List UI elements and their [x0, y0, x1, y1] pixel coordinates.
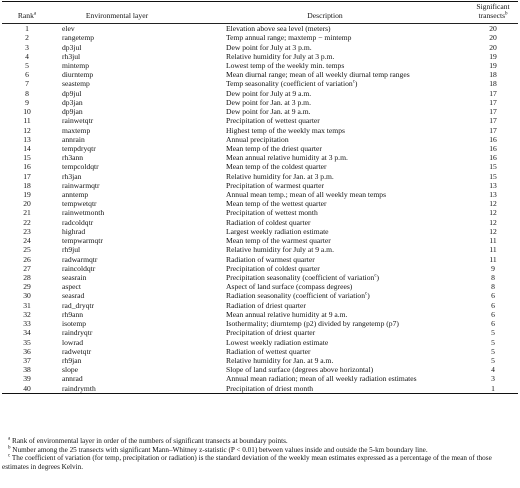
layer-cell: rh3ann — [62, 153, 84, 163]
description-cell — [182, 190, 468, 199]
rank-cell: 2 — [25, 33, 29, 43]
table-row — [2, 227, 518, 236]
rank-cell: 7 — [25, 79, 29, 89]
description-cell — [182, 61, 468, 70]
table-row — [2, 254, 518, 263]
rank-cell: 32 — [23, 309, 31, 319]
layer-cell: raindryqtr — [62, 328, 93, 338]
description-footnote-mark: c — [374, 273, 377, 279]
rank-cell: 3 — [25, 42, 29, 52]
layer-cell: mintemp — [62, 60, 89, 70]
description-cell — [182, 218, 468, 227]
layer-cell: radwarmqtr — [62, 254, 98, 264]
layer-cell: highrad — [62, 226, 86, 236]
layer-cell: rh9jan — [62, 355, 82, 365]
rank-cell: 17 — [23, 171, 31, 181]
footnote-b-mark: b — [8, 445, 11, 451]
description-text: Relative humidity for July at 9 a.m. — [226, 245, 334, 255]
description-text: Lowest weekly radiation estimate — [226, 337, 329, 347]
rank-cell: 23 — [23, 226, 31, 236]
layer-cell: rainwetqtr — [62, 116, 94, 126]
description-text: Elevation above sea level (meters) — [226, 24, 331, 34]
layer-cell: seastemp — [62, 79, 90, 89]
description-text: Mean temp of the driest quarter — [226, 143, 322, 153]
table-row — [2, 310, 518, 319]
description-header: Description — [182, 2, 468, 24]
description-text: Precipitation of driest quarter — [226, 328, 316, 338]
significant-cell: 3 — [491, 374, 495, 384]
footnote-c-text: The coefficient of variation (for temp, precipitation or radiation) is the standard deviation of the weekly mean estimates expressed as a percentage of the mean of those estimates in degrees Kelvin. — [2, 454, 492, 471]
description-cell — [182, 125, 468, 134]
description-text: Isothermality; diurntemp (p2) divided by rangetemp (p7) — [226, 319, 399, 329]
layer-cell: slope — [62, 365, 79, 375]
rank-cell: 24 — [23, 236, 31, 246]
table-row — [2, 291, 518, 300]
description-cell — [182, 33, 468, 42]
layer-cell: aspect — [62, 282, 81, 292]
rank-cell: 22 — [23, 217, 31, 227]
table-row — [2, 319, 518, 328]
layer-cell: dp9jan — [62, 107, 83, 117]
header-row — [2, 2, 518, 24]
description-text-end: ) — [367, 291, 370, 301]
description-footnote-mark: c — [365, 291, 368, 297]
description-cell — [182, 301, 468, 310]
table-row — [2, 116, 518, 125]
significant-cell: 17 — [489, 107, 497, 117]
significant-cell: 13 — [489, 180, 497, 190]
significant-cell: 16 — [489, 143, 497, 153]
environmental-layers-table — [2, 1, 518, 394]
significant-cell: 19 — [489, 60, 497, 70]
layer-cell: rangetemp — [62, 33, 95, 43]
rank-header — [2, 2, 52, 24]
significant-header — [468, 2, 518, 24]
significant-cell: 15 — [489, 162, 497, 172]
description-text: Lowest temp of the weekly min. temps — [226, 60, 345, 70]
description-text: Radiation seasonality (coefficient of variation — [226, 291, 366, 301]
rank-cell: 35 — [23, 337, 31, 347]
rank-cell: 29 — [23, 282, 31, 292]
description-footnote-mark: c — [352, 79, 355, 85]
table-row — [2, 365, 518, 374]
description-text: Dew point for Jan. at 3 p.m. — [226, 97, 311, 107]
table-row — [2, 347, 518, 356]
description-cell — [182, 116, 468, 125]
table-row — [2, 245, 518, 254]
significant-cell: 5 — [491, 355, 495, 365]
layer-cell: tempwarmqtr — [62, 236, 103, 246]
description-cell — [182, 254, 468, 263]
table-row — [2, 264, 518, 273]
table-row — [2, 190, 518, 199]
description-text: Precipitation of wettest month — [226, 208, 318, 218]
table-row — [2, 153, 518, 162]
table-row — [2, 384, 518, 394]
footnote-c-mark: c — [8, 453, 11, 459]
table-row — [2, 181, 518, 190]
layer-cell: dp3jul — [62, 42, 82, 52]
layer-cell: annrad — [62, 374, 83, 384]
description-text: Relative humidity for Jan. at 9 a.m. — [226, 355, 334, 365]
significant-header-label: Significant transects — [476, 2, 510, 20]
description-text-end: ) — [354, 79, 358, 89]
description-text: Dew point for July at 9 a.m. — [226, 88, 312, 98]
description-cell — [182, 162, 468, 171]
description-text: Relative humidity for July at 3 p.m. — [226, 51, 335, 61]
table-row — [2, 70, 518, 79]
layer-cell: dp3jan — [62, 97, 83, 107]
description-text: Highest temp of the weekly max temps — [226, 125, 345, 135]
footnote-b — [2, 446, 518, 455]
description-text: Annual mean temp.; mean of all weekly mean temps — [226, 190, 387, 200]
table-row — [2, 328, 518, 337]
description-cell — [182, 70, 468, 79]
description-text: Temp annual range; maxtemp − mintemp — [226, 33, 352, 43]
rank-cell: 34 — [23, 328, 31, 338]
layer-cell: annrain — [62, 134, 85, 144]
rank-cell: 4 — [25, 51, 29, 61]
rank-cell: 10 — [23, 107, 31, 117]
description-cell — [182, 347, 468, 356]
table-row — [2, 42, 518, 51]
layer-cell: lowrad — [62, 337, 84, 347]
table-row — [2, 89, 518, 98]
description-text: Dew point for July at 3 p.m. — [226, 42, 312, 52]
description-cell — [182, 319, 468, 328]
significant-cell: 8 — [491, 273, 495, 283]
significant-cell: 5 — [491, 337, 495, 347]
rank-cell: 28 — [23, 273, 31, 283]
description-cell — [182, 374, 468, 383]
description-cell — [182, 208, 468, 217]
significant-cell: 6 — [491, 300, 495, 310]
significant-cell: 1 — [468, 384, 518, 394]
layer-cell: tempwetqtr — [62, 199, 97, 209]
layer-cell: isotemp — [62, 319, 87, 329]
rank-cell: 13 — [23, 134, 31, 144]
table-row — [2, 236, 518, 245]
layer-cell: elev — [62, 24, 75, 34]
description-text: Mean annual relative humidity at 3 p.m. — [226, 153, 348, 163]
footnote-a-mark: a — [8, 436, 11, 442]
description-cell — [182, 337, 468, 346]
table-footnotes — [2, 437, 518, 471]
significant-cell: 20 — [489, 42, 497, 52]
significant-cell: 12 — [489, 208, 497, 218]
rank-cell: 36 — [23, 346, 31, 356]
table-row — [2, 273, 518, 282]
description-text-end: ) — [376, 273, 380, 283]
description-text: Precipitation seasonality (coefficient of variation — [226, 273, 375, 283]
significant-cell: 16 — [489, 134, 497, 144]
significant-cell: 12 — [489, 217, 497, 227]
table-row — [2, 61, 518, 70]
description-text: Temp seasonality (coefficient of variation — [226, 79, 353, 89]
rank-cell: 21 — [23, 208, 31, 218]
significant-cell: 11 — [489, 236, 497, 246]
significant-cell: 11 — [489, 245, 497, 255]
description-text: Radiation of wettest quarter — [226, 346, 311, 356]
rank-cell: 26 — [23, 254, 31, 264]
description-text: Mean temp of the warmest quarter — [226, 236, 331, 246]
description-text: Radiation of coldest quarter — [226, 217, 311, 227]
layer-cell: diurntemp — [62, 70, 94, 80]
description-cell — [182, 227, 468, 236]
significant-cell: 11 — [489, 254, 497, 264]
rank-cell: 37 — [23, 355, 31, 365]
table-body — [2, 24, 518, 394]
layer-cell: rh3jan — [62, 171, 82, 181]
table-row — [2, 218, 518, 227]
table-row — [2, 208, 518, 217]
description-text: Aspect of land surface (compass degrees) — [226, 282, 353, 292]
significant-cell: 17 — [489, 88, 497, 98]
description-cell — [182, 264, 468, 273]
significant-cell: 9 — [491, 263, 495, 273]
layer-cell: maxtemp — [62, 125, 91, 135]
layer-cell: anntemp — [62, 190, 89, 200]
description-cell — [182, 199, 468, 208]
significant-cell: 8 — [491, 282, 495, 292]
table-row — [2, 356, 518, 365]
significant-cell: 17 — [489, 125, 497, 135]
rank-cell: 14 — [23, 143, 31, 153]
table-row — [2, 107, 518, 116]
significant-cell: 20 — [489, 24, 497, 34]
layer-cell: seasrain — [62, 273, 87, 283]
description-cell — [182, 135, 468, 144]
rank-header-label: Rank — [17, 10, 34, 20]
rank-cell: 40 — [2, 384, 52, 394]
significant-cell: 19 — [489, 51, 497, 61]
description-cell — [182, 365, 468, 374]
table-row — [2, 374, 518, 383]
table-row — [2, 135, 518, 144]
layer-cell: raincoldqtr — [62, 263, 96, 273]
significant-cell: 6 — [491, 309, 495, 319]
table-row — [2, 79, 518, 88]
description-cell — [182, 79, 468, 88]
layer-cell: tempcoldqtr — [62, 162, 99, 172]
significant-cell: 15 — [489, 171, 497, 181]
rank-cell: 38 — [23, 365, 31, 375]
description-text: Mean temp of the coldest quarter — [226, 162, 327, 172]
description-text: Slope of land surface (degrees above horizontal) — [226, 365, 374, 375]
significant-cell: 12 — [489, 199, 497, 209]
description-text: Largest weekly radiation estimate — [226, 226, 329, 236]
table-row — [2, 162, 518, 171]
description-cell — [182, 236, 468, 245]
rank-cell: 16 — [23, 162, 31, 172]
description-text: Radiation of driest quarter — [226, 300, 306, 310]
significant-cell: 18 — [489, 70, 497, 80]
description-text: Annual mean radiation; mean of all weekly radiation estimates — [226, 374, 417, 384]
description-cell — [182, 356, 468, 365]
significant-cell: 6 — [491, 319, 495, 329]
description-text: Annual precipitation — [226, 134, 289, 144]
description-cell — [182, 291, 468, 300]
table-row — [2, 172, 518, 181]
layer-cell: seasrad — [62, 291, 85, 301]
description-cell — [182, 384, 468, 394]
description-cell — [182, 89, 468, 98]
rank-cell: 9 — [25, 97, 29, 107]
table-row — [2, 52, 518, 61]
table-row — [2, 33, 518, 42]
rank-cell: 15 — [23, 153, 31, 163]
layer-cell: radcoldqtr — [62, 217, 94, 227]
description-text: Mean annual relative humidity at 9 a.m. — [226, 309, 348, 319]
table-row — [2, 24, 518, 34]
rank-cell: 5 — [25, 60, 29, 70]
rank-cell: 25 — [23, 245, 31, 255]
description-cell — [182, 181, 468, 190]
description-text: Dew point for Jan. at 9 a.m. — [226, 107, 311, 117]
description-cell — [182, 42, 468, 51]
layer-cell: rh9jul — [62, 245, 81, 255]
description-cell — [182, 273, 468, 282]
rank-cell: 8 — [25, 88, 29, 98]
table-row — [2, 98, 518, 107]
significant-cell: 17 — [489, 97, 497, 107]
rank-cell: 6 — [25, 70, 29, 80]
description-cell — [182, 144, 468, 153]
description-cell — [182, 107, 468, 116]
significant-cell: 4 — [491, 365, 495, 375]
description-cell — [182, 282, 468, 291]
layer-cell: rad_dryqtr — [62, 300, 95, 310]
footnote-c — [2, 454, 518, 471]
rank-cell: 1 — [25, 24, 29, 34]
description-text: Mean temp of the wettest quarter — [226, 199, 327, 209]
description-cell — [182, 172, 468, 181]
description-text: Radiation of warmest quarter — [226, 254, 315, 264]
description-text: Precipitation of driest month — [226, 383, 314, 393]
description-cell — [182, 328, 468, 337]
significant-cell: 13 — [489, 190, 497, 200]
description-cell — [182, 153, 468, 162]
table-row — [2, 337, 518, 346]
layer-cell: dp9jul — [62, 88, 82, 98]
layer-header: Environmental layer — [52, 2, 182, 24]
layer-cell: rainwarmqtr — [62, 180, 100, 190]
rank-cell: 27 — [23, 263, 31, 273]
significant-cell: 5 — [491, 346, 495, 356]
rank-cell: 33 — [23, 319, 31, 329]
footnote-a-text: Rank of environmental layer in order of the numbers of significant transects at boundary points. — [12, 437, 288, 445]
table-row — [2, 199, 518, 208]
description-cell — [182, 98, 468, 107]
rank-cell: 11 — [23, 116, 31, 126]
description-cell — [182, 245, 468, 254]
significant-cell: 5 — [491, 328, 495, 338]
rank-cell: 39 — [23, 374, 31, 384]
table-row — [2, 144, 518, 153]
significant-cell: 20 — [489, 33, 497, 43]
layer-cell: tempdryqtr — [62, 143, 96, 153]
layer-cell: rh9ann — [62, 309, 84, 319]
rank-cell: 12 — [23, 125, 31, 135]
description-text: Precipitation of warmest quarter — [226, 180, 325, 190]
rank-cell: 20 — [23, 199, 31, 209]
rank-cell: 18 — [23, 180, 31, 190]
description-cell — [182, 310, 468, 319]
table-row — [2, 125, 518, 134]
table-row — [2, 301, 518, 310]
description-text: Mean diurnal range; mean of all weekly diurnal temp ranges — [226, 70, 410, 80]
description-cell — [182, 52, 468, 61]
footnote-a — [2, 437, 518, 446]
rank-header-footnote-mark: a — [33, 10, 37, 16]
layer-cell: raindrymth — [52, 384, 182, 394]
layer-cell: rh3jul — [62, 51, 81, 61]
layer-cell: rainwetmonth — [62, 208, 105, 218]
description-text: Precipitation of coldest quarter — [226, 263, 320, 273]
significant-cell: 6 — [491, 291, 495, 301]
footnote-b-text: Number among the 25 transects with significant Mann–Whitney z-statistic (P < 0.01) between values inside and outside the 5-km boundary line. — [12, 445, 428, 454]
rank-cell: 30 — [23, 291, 31, 301]
table-header — [2, 2, 518, 24]
description-cell — [182, 24, 468, 34]
significant-cell: 12 — [489, 226, 497, 236]
rank-cell: 31 — [23, 300, 31, 310]
rank-cell: 19 — [23, 190, 31, 200]
description-text: Precipitation of wettest quarter — [226, 116, 320, 126]
significant-cell: 16 — [489, 153, 497, 163]
significant-cell: 17 — [489, 116, 497, 126]
layer-cell: radwetqtr — [62, 346, 92, 356]
significant-cell: 18 — [489, 79, 497, 89]
significant-header-footnote-mark: b — [505, 10, 508, 16]
description-text: Relative humidity for Jan. at 3 p.m. — [226, 171, 334, 181]
table-row — [2, 282, 518, 291]
